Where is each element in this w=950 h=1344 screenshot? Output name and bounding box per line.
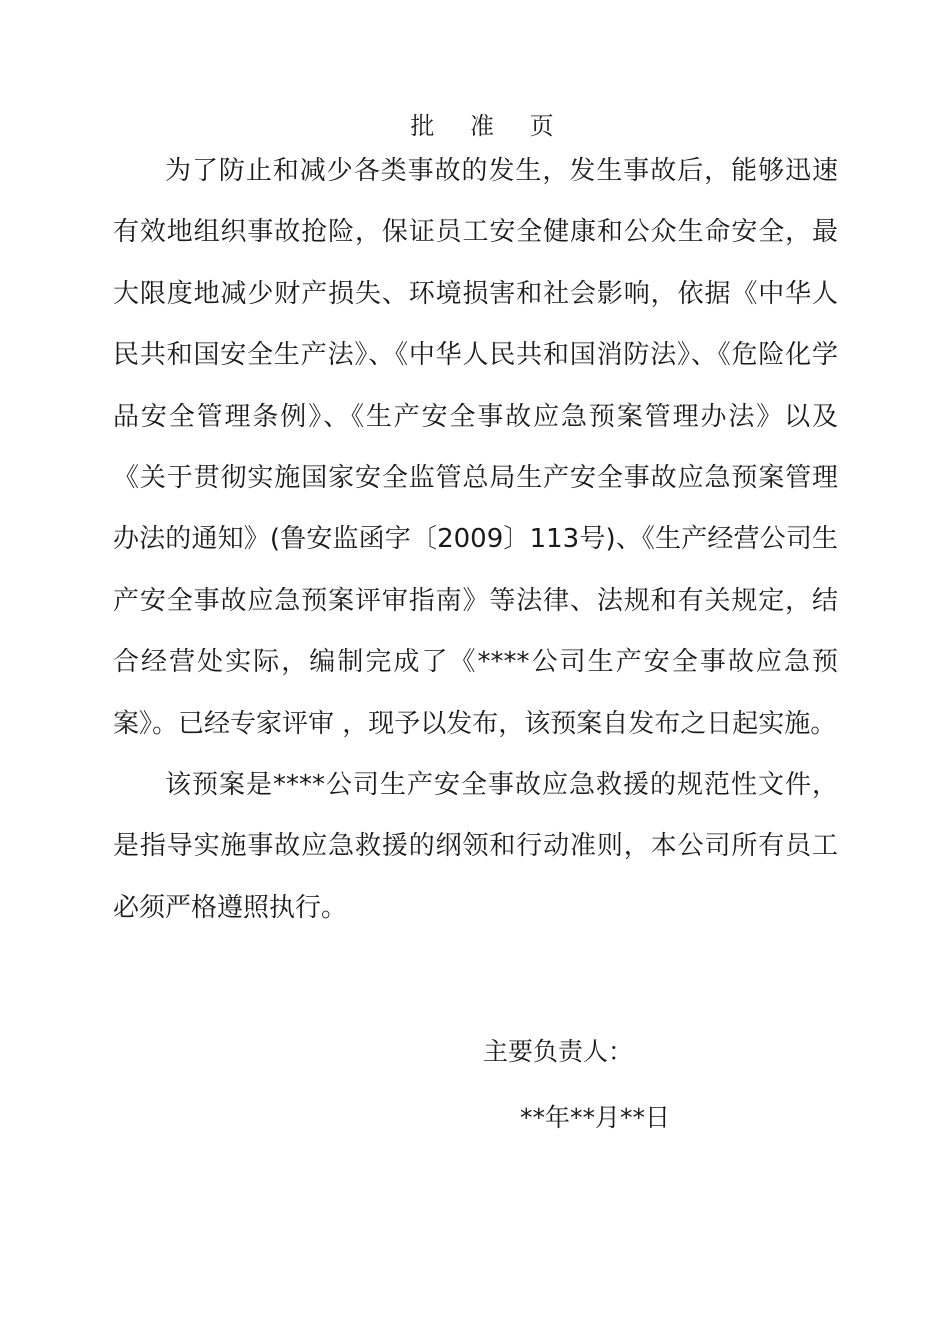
body-paragraph-1: 为了防止和减少各类事故的发生，发生事故后，能够迅速有效地组织事故抢险，保证员工安全健康和公众生命安全，最大限度地减少财产损失、环境损害和社会影响，依据《中华人民共和国安全生产法》、《中华人民共和国消防法》、《危险化学品安全管理条例》、《生产安全事故应急预案管理办法》以及《关于贯彻实施国家安全监管总局生产安全事故应急预案管理办法的通知》(鲁安监函字〔2009〕113号)、《生产经营公司生产安全事故应急预案评审指南》等法律、法规和有关规定，结合经营处实际，编制完成了《****公司生产安全事故应急预案》。已经专家评审 ，现予以发布，该预案自发布之日起实施。 xyxy=(113,156,838,739)
page-title: 批 准 页 xyxy=(410,112,568,140)
signatory-label: 主要负责人： xyxy=(483,1037,634,1066)
signature-date: **年**月**日 xyxy=(520,1103,671,1132)
body-paragraph-2: 该预案是****公司生产安全事故应急救援的规范性文件，是指导实施事故应急救援的纲领和行动准则，本公司所有员工必须严格遵照执行。 xyxy=(113,770,838,923)
